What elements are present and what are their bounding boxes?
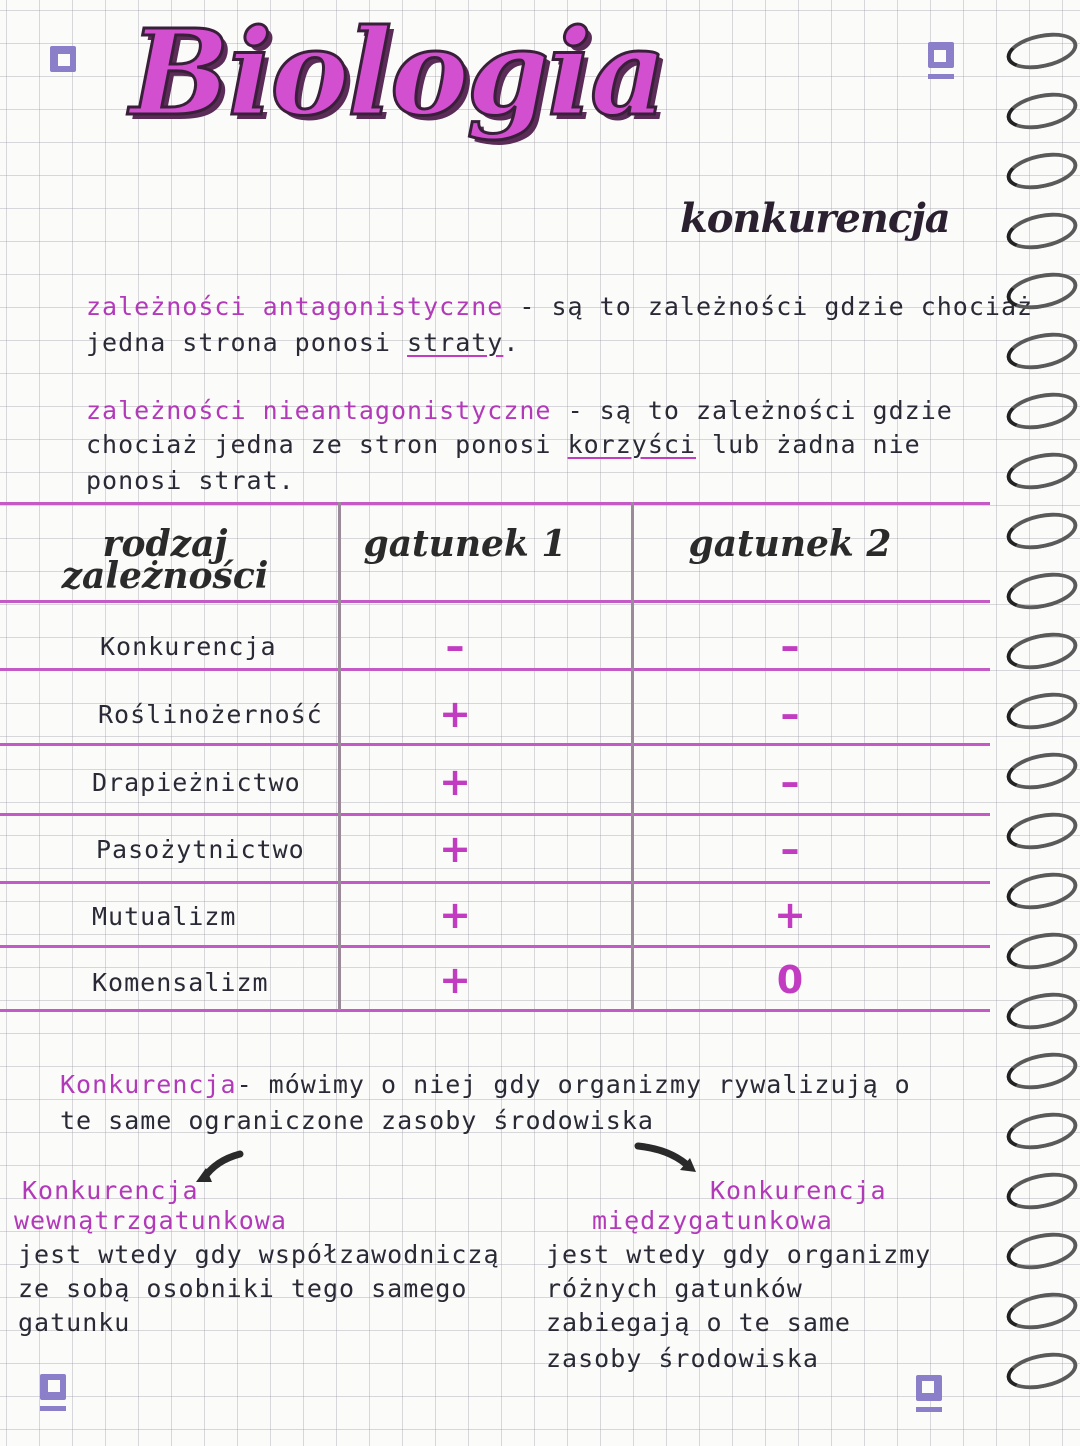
row-name: Roślinożerność (98, 700, 323, 729)
row-name: Mutualizm (92, 902, 237, 931)
table-divider (338, 502, 341, 1010)
intra-text-line: gatunku (18, 1308, 131, 1337)
row-name: Komensalizm (92, 968, 269, 997)
page-title: Biologia (130, 3, 665, 142)
antagonistic-line-1 (86, 292, 1033, 321)
header-relation-type: rodzaj zależności (61, 523, 269, 597)
inter-title-2: międzygatunkowa (592, 1206, 833, 1235)
spiral-ring (1003, 1107, 1080, 1155)
row-species-2-effect: – (780, 692, 800, 736)
inter-text-line: jest wtedy gdy organizmy (546, 1240, 932, 1269)
arrow-left-icon (190, 1148, 250, 1188)
row-species-1-effect: + (439, 760, 471, 804)
row-species-2-effect: – (780, 760, 800, 804)
spiral-ring (1003, 1347, 1080, 1395)
antagonistic-keyword: straty (407, 328, 504, 357)
row-species-2-effect: – (780, 827, 800, 871)
spiral-ring (1003, 447, 1080, 495)
spiral-ring (1003, 387, 1080, 435)
spiral-ring (1003, 987, 1080, 1035)
spiral-ring (1003, 1167, 1080, 1215)
spiral-ring (1003, 327, 1080, 375)
nonantagonistic-text-2-end: lub żadna nie (712, 430, 921, 459)
table-divider (631, 502, 634, 1010)
table-rule (0, 1009, 990, 1012)
corner-mark-bottom-right-bar (916, 1407, 942, 1412)
table-rule (0, 743, 990, 746)
row-species-2-effect: 0 (776, 958, 804, 1002)
header-species-2: gatunek 2 (688, 523, 892, 565)
nonantagonistic-text-2: chociaż jedna ze stron ponosi (86, 430, 552, 459)
table-rule (0, 668, 990, 671)
corner-mark-bottom-left-bar (40, 1406, 66, 1411)
relations-table (0, 500, 990, 1020)
nonantagonistic-text-3: ponosi strat. (86, 466, 295, 495)
spiral-ring (1003, 687, 1080, 735)
antagonistic-text-1: - są to zależności gdzie chociaż (519, 292, 1034, 321)
spiral-ring (1003, 747, 1080, 795)
row-name: Drapieżnictwo (92, 768, 301, 797)
row-species-2-effect: + (774, 893, 806, 937)
row-species-1-effect: – (445, 624, 465, 668)
corner-mark-top-right (928, 42, 954, 68)
inter-text-line: zabiegają o te same (546, 1308, 851, 1337)
spiral-ring (1003, 1047, 1080, 1095)
competition-term: Konkurencja (60, 1070, 237, 1099)
competition-line-2 (60, 1106, 654, 1135)
inter-text-line: zasoby środowiska (546, 1344, 819, 1373)
intra-title-1: Konkurencja (22, 1176, 199, 1205)
row-species-2-effect: – (780, 624, 800, 668)
table-rule (0, 945, 990, 948)
spiral-ring (1003, 1287, 1080, 1335)
spiral-ring (1003, 1227, 1080, 1275)
row-species-1-effect: + (439, 893, 471, 937)
inter-title-1: Konkurencja (710, 1176, 887, 1205)
intra-text-line: ze sobą osobniki tego samego (18, 1274, 468, 1303)
spiral-ring (1003, 27, 1080, 75)
header-species-1: gatunek 1 (363, 523, 567, 565)
antagonistic-line-2 (86, 328, 519, 357)
table-rule (0, 600, 990, 603)
antagonistic-term: zależności antagonistyczne (86, 292, 504, 321)
arrow-right-icon (632, 1140, 702, 1180)
table-rule (0, 881, 990, 884)
antagonistic-text-2: jedna strona ponosi (86, 328, 391, 357)
corner-mark-top-right-bar (928, 74, 954, 79)
row-name: Pasożytnictwo (96, 835, 305, 864)
table-rule (0, 502, 990, 505)
corner-mark-top-left (50, 46, 76, 72)
nonantagonistic-term: zależności nieantagonistyczne (86, 396, 552, 425)
row-name: Konkurencja (100, 632, 277, 661)
spiral-ring (1003, 807, 1080, 855)
nonantagonistic-line-1 (86, 396, 953, 425)
nonantagonistic-line-2 (86, 430, 921, 459)
nonantagonistic-line-3 (86, 466, 295, 495)
competition-definition-2: te same ograniczone zasoby środowiska (60, 1106, 654, 1135)
spiral-ring (1003, 927, 1080, 975)
nonantagonistic-text-1: - są to zależności gdzie (567, 396, 953, 425)
spiral-binding (1000, 0, 1080, 1446)
competition-definition-1: - mówimy o niej gdy organizmy rywalizują o (236, 1070, 911, 1099)
row-species-1-effect: + (439, 827, 471, 871)
spiral-ring (1003, 507, 1080, 555)
table-rule (0, 813, 990, 816)
intra-text-line: jest wtedy gdy współzawodniczą (18, 1240, 500, 1269)
spiral-ring (1003, 147, 1080, 195)
spiral-ring (1003, 627, 1080, 675)
spiral-ring (1003, 207, 1080, 255)
spiral-ring (1003, 267, 1080, 315)
nonantagonistic-keyword: korzyści (567, 430, 696, 459)
spiral-ring (1003, 87, 1080, 135)
corner-mark-bottom-right (916, 1375, 942, 1401)
spiral-ring (1003, 867, 1080, 915)
competition-line-1 (60, 1070, 911, 1099)
antagonistic-text-2-end: . (503, 328, 520, 357)
spiral-ring (1003, 567, 1080, 615)
row-species-1-effect: + (439, 692, 471, 736)
row-species-1-effect: + (439, 958, 471, 1002)
intra-title-2: wewnątrzgatunkowa (14, 1206, 287, 1235)
inter-text-line: różnych gatunków (546, 1274, 803, 1303)
page-subtitle: konkurencja (680, 195, 950, 242)
corner-mark-bottom-left (40, 1374, 66, 1400)
